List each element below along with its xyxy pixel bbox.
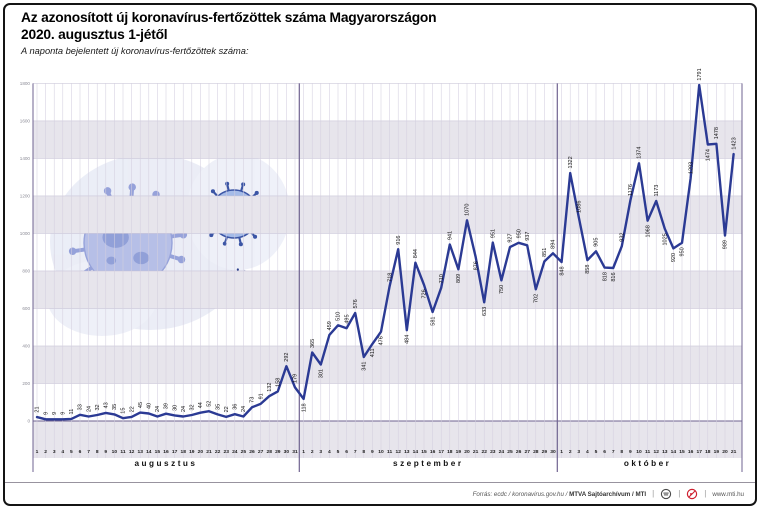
svg-text:15: 15 xyxy=(120,407,127,414)
svg-text:91: 91 xyxy=(258,393,265,400)
svg-text:710: 710 xyxy=(438,274,445,284)
svg-text:23: 23 xyxy=(223,449,229,455)
svg-text:365: 365 xyxy=(309,338,316,349)
svg-text:510: 510 xyxy=(335,311,342,321)
svg-text:21: 21 xyxy=(730,449,737,455)
svg-text:30: 30 xyxy=(550,449,556,455)
svg-text:179: 179 xyxy=(292,373,299,383)
svg-text:5: 5 xyxy=(70,449,73,455)
svg-text:726: 726 xyxy=(421,289,428,299)
website-url: www.mti.hu xyxy=(712,490,744,498)
svg-text:951: 951 xyxy=(490,228,497,239)
svg-text:600: 600 xyxy=(22,306,30,312)
svg-text:24: 24 xyxy=(241,405,248,412)
svg-text:15: 15 xyxy=(154,449,161,455)
svg-text:927: 927 xyxy=(507,233,514,243)
svg-text:633: 633 xyxy=(481,306,488,316)
svg-text:1000: 1000 xyxy=(19,231,30,237)
svg-text:40: 40 xyxy=(146,402,153,409)
svg-text:1025: 1025 xyxy=(662,233,669,246)
svg-text:1: 1 xyxy=(302,449,305,455)
svg-text:22: 22 xyxy=(129,406,136,413)
svg-text:3: 3 xyxy=(319,449,323,455)
svg-text:905: 905 xyxy=(593,237,600,247)
svg-text:816: 816 xyxy=(610,272,617,282)
svg-text:17: 17 xyxy=(438,449,444,455)
svg-text:13: 13 xyxy=(137,449,143,455)
svg-text:12: 12 xyxy=(128,449,135,455)
svg-text:33: 33 xyxy=(77,404,84,411)
footer-separator: | xyxy=(652,489,655,498)
svg-text:750: 750 xyxy=(499,284,506,295)
svg-text:800: 800 xyxy=(22,268,30,274)
svg-text:809: 809 xyxy=(456,273,463,283)
footer-separator: | xyxy=(704,489,707,498)
svg-text:14: 14 xyxy=(412,449,419,455)
svg-text:702: 702 xyxy=(533,293,540,304)
svg-text:9: 9 xyxy=(371,449,374,455)
svg-text:21: 21 xyxy=(206,449,212,455)
svg-text:718: 718 xyxy=(387,272,394,282)
svg-text:11: 11 xyxy=(120,449,126,455)
svg-text:17: 17 xyxy=(696,449,702,455)
svg-text:26: 26 xyxy=(249,449,255,455)
svg-text:14: 14 xyxy=(670,449,677,455)
svg-text:16: 16 xyxy=(687,449,694,455)
svg-text:23: 23 xyxy=(490,449,496,455)
svg-text:476: 476 xyxy=(378,336,385,346)
svg-text:22: 22 xyxy=(223,406,230,413)
svg-text:851: 851 xyxy=(542,247,549,257)
svg-text:31: 31 xyxy=(292,449,298,455)
svg-text:35: 35 xyxy=(215,403,222,410)
svg-text:1070: 1070 xyxy=(464,203,471,216)
chart-header xyxy=(21,9,436,56)
svg-text:32: 32 xyxy=(189,404,196,411)
svg-text:1086: 1086 xyxy=(576,200,583,213)
svg-text:876: 876 xyxy=(473,261,480,271)
svg-text:28: 28 xyxy=(266,449,272,455)
svg-text:27: 27 xyxy=(257,449,264,455)
svg-text:301: 301 xyxy=(318,369,325,379)
svg-text:581: 581 xyxy=(430,316,437,326)
svg-text:3: 3 xyxy=(577,449,581,455)
svg-text:1478: 1478 xyxy=(714,127,721,140)
source-text: Forrás: ecdc / koronavirus.gov.hu / MTVA Sajtóarchívum / MTI xyxy=(472,490,647,498)
svg-text:augusztus: augusztus xyxy=(134,459,198,468)
svg-text:1322: 1322 xyxy=(567,156,574,169)
svg-text:44: 44 xyxy=(198,402,205,409)
svg-text:18: 18 xyxy=(705,449,711,455)
svg-text:25: 25 xyxy=(240,449,247,455)
svg-text:13: 13 xyxy=(404,449,410,455)
svg-text:858: 858 xyxy=(585,264,592,274)
svg-text:9: 9 xyxy=(629,449,632,455)
svg-text:495: 495 xyxy=(344,314,351,324)
svg-text:10: 10 xyxy=(636,449,642,455)
svg-text:1800: 1800 xyxy=(19,81,30,87)
svg-text:9: 9 xyxy=(51,411,58,415)
svg-text:15: 15 xyxy=(679,449,685,455)
svg-text:11: 11 xyxy=(645,449,651,455)
svg-text:21: 21 xyxy=(34,406,41,413)
title-line-2: 2020. augusztus 1-jétől xyxy=(21,27,168,42)
svg-text:916: 916 xyxy=(395,235,402,245)
svg-text:1400: 1400 xyxy=(19,156,30,162)
svg-text:30: 30 xyxy=(172,404,179,411)
svg-text:411: 411 xyxy=(370,348,377,358)
footer-separator: | xyxy=(678,489,681,498)
svg-text:25: 25 xyxy=(507,449,513,455)
svg-text:4: 4 xyxy=(61,449,65,455)
svg-text:341: 341 xyxy=(361,361,368,371)
svg-text:950: 950 xyxy=(516,229,523,239)
svg-text:1474: 1474 xyxy=(705,149,712,162)
svg-text:24: 24 xyxy=(155,405,162,412)
svg-text:16: 16 xyxy=(163,449,169,455)
svg-text:19: 19 xyxy=(189,449,195,455)
footer xyxy=(473,488,744,500)
svg-text:1374: 1374 xyxy=(636,146,643,159)
svg-text:1176: 1176 xyxy=(628,184,635,196)
svg-text:24: 24 xyxy=(86,405,93,412)
svg-text:4: 4 xyxy=(328,449,331,455)
svg-text:10: 10 xyxy=(111,449,118,455)
svg-text:52: 52 xyxy=(206,400,213,407)
svg-text:szeptember: szeptember xyxy=(393,459,464,468)
svg-text:1791: 1791 xyxy=(696,68,703,81)
svg-text:27: 27 xyxy=(524,449,530,455)
svg-text:1: 1 xyxy=(35,449,39,455)
svg-text:6: 6 xyxy=(78,449,82,455)
svg-text:920: 920 xyxy=(671,252,678,263)
svg-text:848: 848 xyxy=(559,266,566,276)
svg-text:24: 24 xyxy=(498,449,505,455)
svg-text:35: 35 xyxy=(112,403,119,410)
svg-text:200: 200 xyxy=(22,381,30,387)
chart-subtitle: A naponta bejelentett új koronavírus-fertőzöttek száma: xyxy=(21,46,249,56)
svg-text:3: 3 xyxy=(52,449,56,455)
svg-text:5: 5 xyxy=(594,449,598,455)
svg-text:10: 10 xyxy=(378,449,384,455)
svg-text:1173: 1173 xyxy=(653,184,660,197)
svg-text:1600: 1600 xyxy=(19,118,30,124)
svg-text:14: 14 xyxy=(146,449,152,455)
svg-text:32: 32 xyxy=(94,404,101,411)
svg-text:16: 16 xyxy=(429,449,436,455)
svg-text:484: 484 xyxy=(404,334,411,344)
svg-text:20: 20 xyxy=(722,449,728,455)
svg-text:2: 2 xyxy=(310,449,314,455)
svg-text:576: 576 xyxy=(352,299,359,309)
svg-text:8: 8 xyxy=(362,449,366,455)
svg-text:15: 15 xyxy=(421,449,427,455)
svg-text:26: 26 xyxy=(515,449,522,455)
svg-text:9: 9 xyxy=(104,449,108,455)
svg-text:400: 400 xyxy=(22,343,30,349)
svg-text:36: 36 xyxy=(232,403,239,410)
svg-text:8: 8 xyxy=(95,449,99,455)
svg-text:844: 844 xyxy=(413,249,420,259)
svg-text:950: 950 xyxy=(679,247,686,257)
svg-text:13: 13 xyxy=(662,449,668,455)
svg-text:937: 937 xyxy=(524,231,531,241)
svg-text:73: 73 xyxy=(249,396,256,403)
svg-text:932: 932 xyxy=(619,232,626,242)
svg-text:39: 39 xyxy=(163,403,170,410)
svg-text:1068: 1068 xyxy=(645,225,652,238)
svg-text:118: 118 xyxy=(301,403,308,413)
svg-text:894: 894 xyxy=(550,239,557,249)
mti-logo-icon xyxy=(686,488,698,500)
svg-text:45: 45 xyxy=(137,401,144,409)
svg-text:158: 158 xyxy=(275,377,282,387)
svg-text:18: 18 xyxy=(180,449,186,455)
svg-text:19: 19 xyxy=(455,449,462,455)
svg-text:29: 29 xyxy=(541,449,548,455)
svg-text:21: 21 xyxy=(472,449,479,455)
svg-text:0: 0 xyxy=(27,418,30,424)
svg-text:20: 20 xyxy=(197,449,204,455)
mtva-logo-icon xyxy=(660,488,672,500)
svg-text:24: 24 xyxy=(232,449,238,455)
svg-text:43: 43 xyxy=(103,402,110,409)
svg-text:6: 6 xyxy=(603,449,606,455)
svg-text:1: 1 xyxy=(560,449,563,455)
title-line-1: Az azonosított új koronavírus-fertőzöttek száma Magyarországon xyxy=(21,10,437,25)
svg-text:12: 12 xyxy=(653,449,659,455)
svg-text:30: 30 xyxy=(283,449,290,455)
svg-text:22: 22 xyxy=(214,449,221,455)
svg-text:2: 2 xyxy=(44,449,47,455)
svg-text:132: 132 xyxy=(266,382,273,392)
svg-text:989: 989 xyxy=(722,240,729,250)
svg-text:22: 22 xyxy=(481,449,487,455)
footer-divider xyxy=(5,482,755,483)
svg-text:1200: 1200 xyxy=(19,193,30,199)
svg-text:7: 7 xyxy=(353,449,357,455)
svg-text:8: 8 xyxy=(620,449,624,455)
svg-text:459: 459 xyxy=(327,321,334,331)
svg-text:2: 2 xyxy=(568,449,572,455)
page-title xyxy=(21,9,436,43)
svg-text:7: 7 xyxy=(611,449,615,455)
svg-text:4: 4 xyxy=(586,449,589,455)
svg-text:17: 17 xyxy=(171,449,178,455)
svg-text:1423: 1423 xyxy=(731,137,738,150)
svg-text:818: 818 xyxy=(602,272,609,282)
svg-text:28: 28 xyxy=(533,449,539,455)
svg-text:5: 5 xyxy=(336,449,340,455)
svg-text:11: 11 xyxy=(69,408,76,415)
svg-text:1293: 1293 xyxy=(688,161,695,174)
svg-text:24: 24 xyxy=(180,405,187,412)
svg-text:12: 12 xyxy=(395,449,401,455)
svg-text:október: október xyxy=(623,459,672,468)
svg-text:20: 20 xyxy=(464,449,470,455)
svg-text:7: 7 xyxy=(87,449,90,455)
svg-text:11: 11 xyxy=(387,449,393,455)
svg-text:9: 9 xyxy=(60,411,67,415)
svg-text:9: 9 xyxy=(43,411,50,415)
svg-text:6: 6 xyxy=(345,449,348,455)
svg-text:19: 19 xyxy=(713,449,720,455)
svg-text:292: 292 xyxy=(284,352,291,362)
svg-text:18: 18 xyxy=(447,449,453,455)
svg-text:941: 941 xyxy=(447,230,454,241)
svg-text:29: 29 xyxy=(275,449,281,455)
